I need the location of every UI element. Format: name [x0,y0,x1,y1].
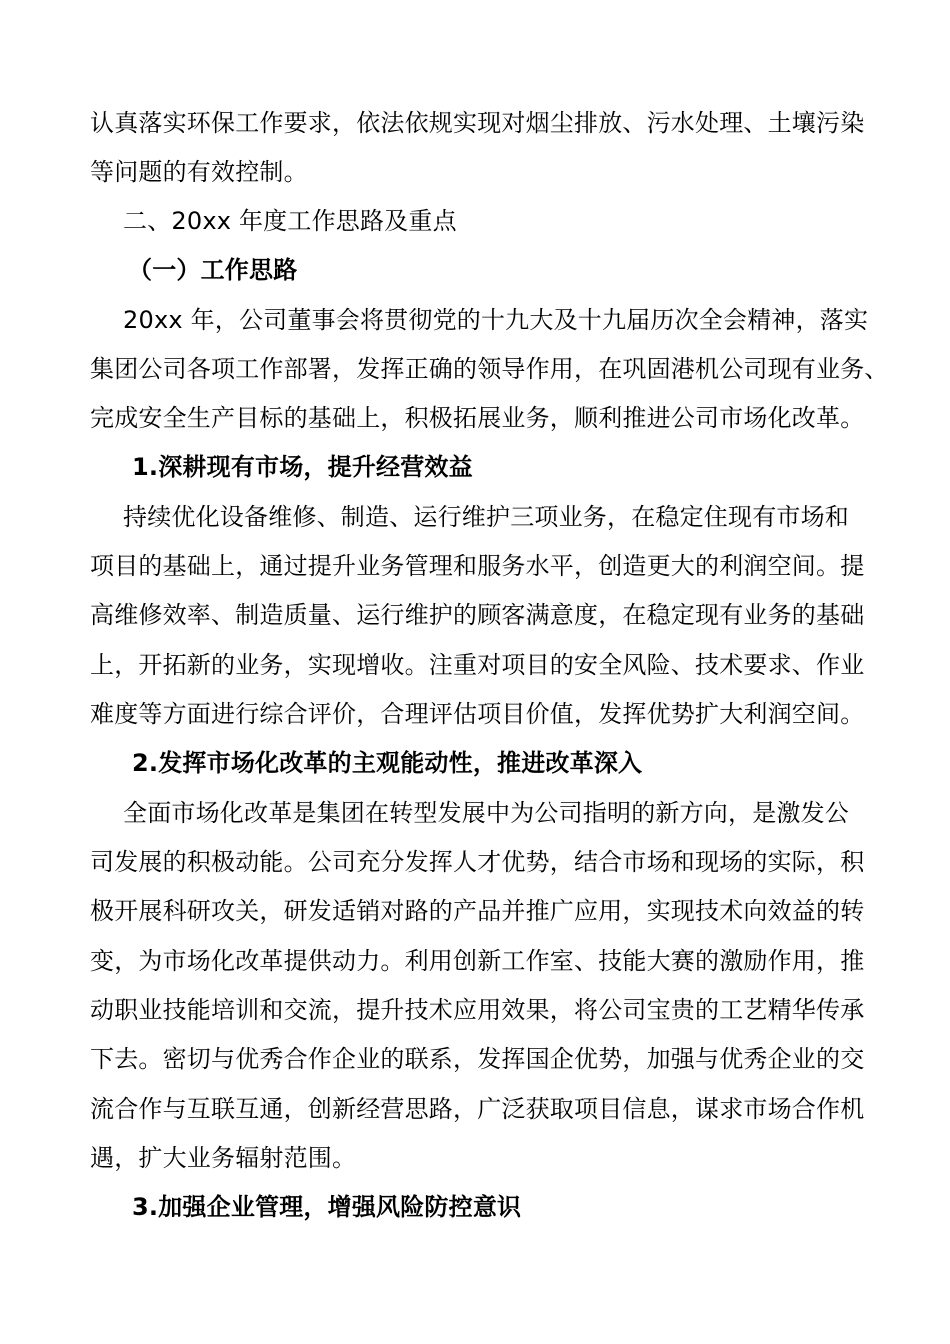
body-text-line: 持续优化设备维修、制造、运行维护三项业务，在稳定住现有市场和 [123,503,849,531]
body-text-line: 司发展的积极动能。公司充分发挥人才优势，结合市场和现场的实际，积 [90,848,865,876]
body-text-line: 认真落实环保工作要求，依法依规实现对烟尘排放、污水处理、土壤污染 [90,109,865,137]
subsection-heading: （一）工作思路 [128,256,298,284]
body-text-line: 项目的基础上，通过提升业务管理和服务水平，创造更大的利润空间。提 [90,552,865,580]
body-text-line: 难度等方面进行综合评价，合理评估项目价值，发挥优势扩大利润空间。 [90,700,865,728]
body-text-line: 极开展科研攻关，研发适销对路的产品并推广应用，实现技术向效益的转 [90,897,865,925]
body-text-line: 遇，扩大业务辐射范围。 [90,1144,357,1172]
body-text-line: 集团公司各项工作部署，发挥正确的领导作用，在巩固港机公司现有业务、 [90,355,889,383]
body-text-line: 20xx 年，公司董事会将贯彻党的十九大及十九届历次全会精神，落实 [123,306,869,334]
body-text-line: 完成安全生产目标的基础上，积极拓展业务，顺利推进公司市场化改革。 [90,404,865,432]
body-text-line: 动职业技能培训和交流，提升技术应用效果，将公司宝贵的工艺精华传承 [90,996,865,1024]
body-text-line: 全面市场化改革是集团在转型发展中为公司指明的新方向，是激发公 [123,799,849,827]
item-heading: 2.发挥市场化改革的主观能动性，推进改革深入 [132,749,643,777]
body-text-line: 变，为市场化改革提供动力。利用创新工作室、技能大赛的激励作用，推 [90,947,865,975]
item-heading: 1.深耕现有市场，提升经营效益 [132,453,473,481]
section-heading: 二、20xx 年度工作思路及重点 [123,207,457,235]
item-heading: 3.加强企业管理，增强风险防控意识 [132,1193,522,1221]
body-text-line: 上，开拓新的业务，实现增收。注重对项目的安全风险、技术要求、作业 [90,651,865,679]
body-text-line: 流合作与互联互通，创新经营思路，广泛获取项目信息，谋求市场合作机 [90,1095,865,1123]
body-text-line: 高维修效率、制造质量、运行维护的顾客满意度，在稳定现有业务的基础 [90,601,865,629]
body-text-line: 下去。密切与优秀合作企业的联系，发挥国企优势，加强与优秀企业的交 [90,1045,865,1073]
body-text-line: 等问题的有效控制。 [90,158,308,186]
